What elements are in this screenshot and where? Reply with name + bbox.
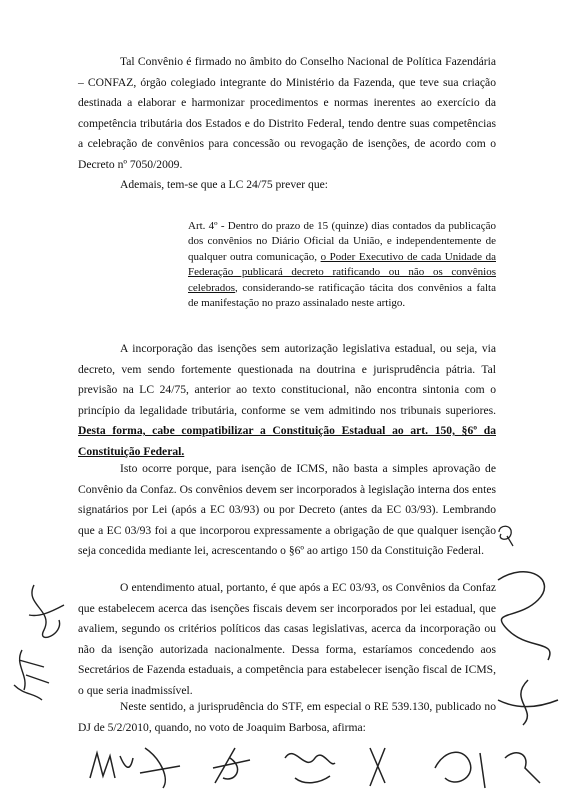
paragraph-incorporacao [78, 339, 496, 462]
handwritten-signature-right [478, 560, 566, 740]
paragraph-entendimento: O entendimento atual, portanto, é que após a EC 03/93, os Convênios da Confaz que estabelecem acerca das isenções fiscais devem ser incorporados por lei estadual, que avaliem, segundo os critérios políticos das casas legislativas, acerca da incorporação ou não da isenção autorizada nacionalmente. Dessa forma, estaríamos concedendo aos Secretários de Fazenda estaduais, a competência para estabelecer isenção fiscal de ICMS, o que seria inadmissível. [78, 581, 496, 697]
quote-text-start: Art. 4º - Dentro do prazo de 15 (quinze) dias contados da publicação dos convênios no Diário Oficial da União, e independentemente de qualquer outra comunicação, [188, 220, 496, 263]
quote-underlined-text: o Poder Executivo de cada Unidade da Federação publicará decreto ratificando ou não os convênios celebrados [188, 250, 496, 294]
paragraph-icms: Isto ocorre porque, para isenção de ICMS, não basta a simples aprovação de Convênio da Confaz. Os convênios devem ser incorporados à legislação interna dos entes signatários por Lei (após a EC 03/93) ou por Decreto (antes da EC 03/93). Lembrando que a EC 03/93 foi a que incorporou expressamente a obrigação de que qualquer isenção seja concedida mediante lei, acrescentando o §6º ao artigo 150 da Constituição Federal. [78, 462, 496, 557]
handwritten-signature-left [4, 575, 79, 710]
paragraph-jurisprudencia: Neste sentido, a jurisprudência do STF, em especial o RE 539.130, publicado no DJ de 5/2/2010, quando, no voto de Joaquim Barbosa, afirma: [78, 700, 496, 734]
handwritten-mark-right [493, 520, 523, 550]
legal-quote-art4 [188, 219, 496, 311]
paragraph-confaz: Tal Convênio é firmado no âmbito do Conselho Nacional de Política Fazendária – CONFAZ, órgão colegiado integrante do Ministério da Fazenda, que teve sua criação destinada a elaborar e harmonizar procedimentos e normas inerentes ao exercício da competência tributária dos Estados e do Distrito Federal, tendo dentre suas competências a celebração de convênios para concessão ou revogação de isenções, de acordo com o Decreto nº 7050/2009. [78, 55, 496, 171]
quote-text-end: , considerando-se ratificação tácita dos convênios a falta de manifestação no prazo assinalado neste artigo. [188, 281, 496, 310]
handwritten-initials-row [85, 738, 555, 794]
paragraph-incorporacao-emphasis: Desta forma, cabe compatibilizar a Constituição Estadual ao art. 150, §6º da Constituição Federal. [78, 424, 496, 458]
paragraph-lc-intro: Ademais, tem-se que a LC 24/75 prever que: [120, 178, 328, 191]
paragraph-incorporacao-text: A incorporação das isenções sem autorização legislativa estadual, ou seja, via decreto, vem sendo fortemente questionada na doutrina e jurisprudência pátria. Tal previsão na LC 24/75, anterior ao texto constitucional, não encontra sintonia com o princípio da legalidade tributária, conforme se vem admitindo nos tribunais superiores. [78, 342, 496, 417]
